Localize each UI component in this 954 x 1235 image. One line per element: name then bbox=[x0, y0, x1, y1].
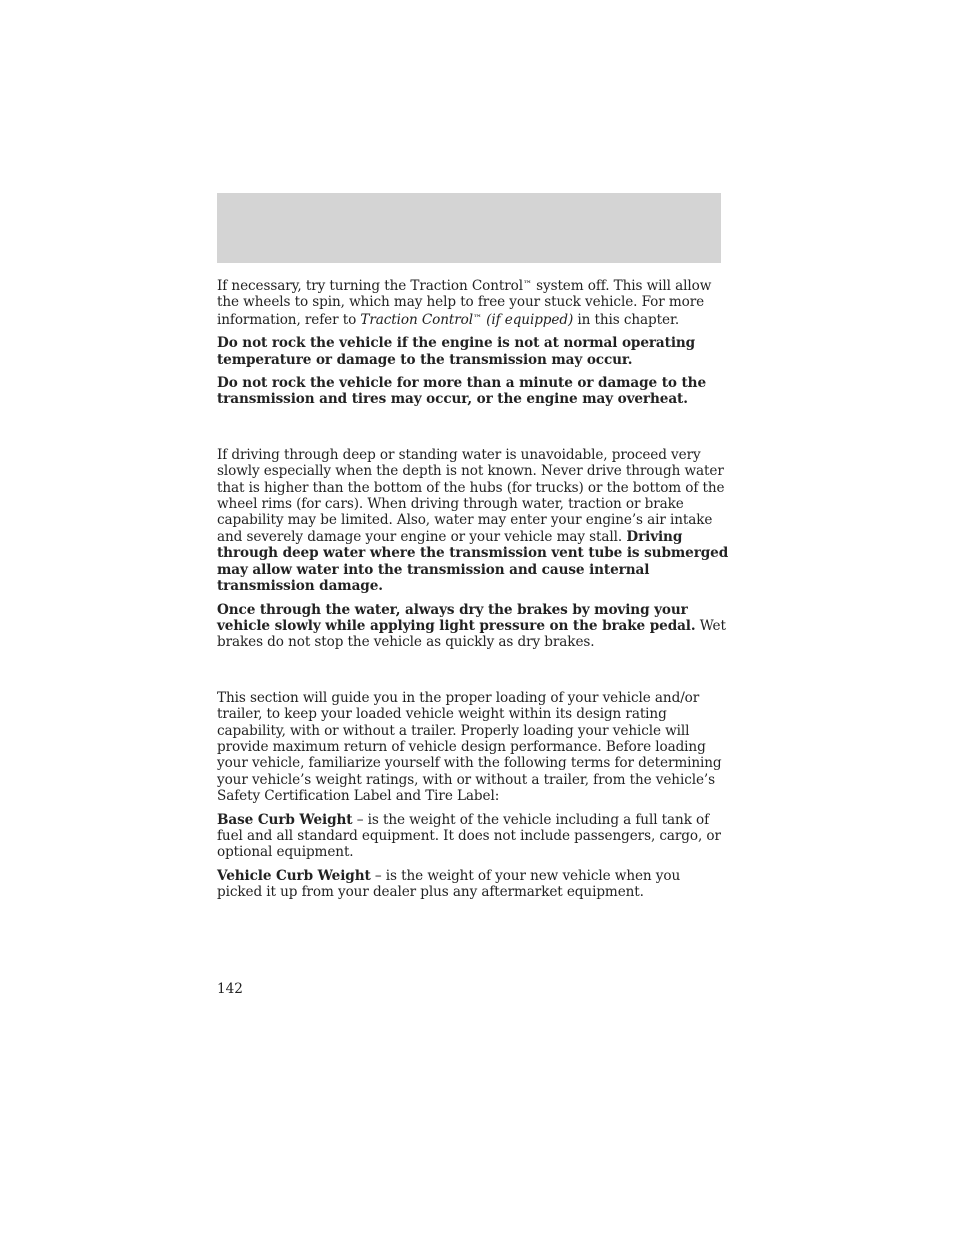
section-header-band bbox=[217, 193, 721, 263]
term-label: Vehicle Curb Weight bbox=[217, 867, 371, 884]
trademark-symbol: ™ bbox=[522, 280, 532, 290]
text-run: Traction Control bbox=[360, 311, 474, 328]
page-number: 142 bbox=[217, 981, 243, 997]
traction-control-paragraph bbox=[217, 277, 729, 328]
dry-brakes-paragraph bbox=[217, 602, 729, 651]
term-label: Base Curb Weight bbox=[217, 811, 353, 828]
rocking-warning-temperature bbox=[217, 335, 729, 368]
text-run: in this chapter. bbox=[573, 311, 680, 328]
warning-text: Driving through deep water where the transmission vent tube is submerged may allow water into the transmission and cause internal transmission damage. bbox=[217, 528, 729, 595]
standing-water-paragraph bbox=[217, 447, 729, 595]
cross-reference bbox=[360, 312, 573, 328]
text-run: Wet brakes do not stop the vehicle as quickly as dry brakes. bbox=[217, 617, 726, 651]
warning-text: Do not rock the vehicle if the engine is not at normal operating temperature or damage to the transmission may occur. bbox=[217, 335, 696, 368]
text-run: – is the weight of the vehicle including a full tank of fuel and all standard equipment. It does not include passengers, cargo, or optional equipment. bbox=[217, 811, 721, 861]
section-gap bbox=[217, 415, 729, 447]
text-run: If driving through deep or standing water is unavoidable, proceed very slowly especially when the depth is not known. Never drive through water that is higher than the bottom of the hubs (for trucks) or the bottom of the wheel rims (for cars). When driving through water, traction or brake capability may be limited. Also, water may enter your engine’s air intake and severely damage your engine or your vehicle may stall. bbox=[217, 446, 725, 545]
section-gap bbox=[217, 658, 729, 690]
base-curb-weight-definition bbox=[217, 812, 729, 861]
warning-text: Do not rock the vehicle for more than a minute or damage to the transmission and tires may occur, or the engine may overheat. bbox=[217, 375, 707, 408]
text-run: If necessary, try turning the Traction Control bbox=[217, 278, 523, 294]
page-content bbox=[217, 277, 729, 908]
rocking-warning-duration bbox=[217, 375, 729, 408]
text-run: (if equipped) bbox=[481, 311, 574, 328]
text-run: – is the weight of your new vehicle when you picked it up from your dealer plus any aftermarket equipment. bbox=[217, 867, 681, 901]
warning-text: Once through the water, always dry the brakes by moving your vehicle slowly while applying light pressure on the brake pedal. bbox=[217, 601, 696, 634]
text-run: system off. This will allow the wheels to spin, which may help to free your stuck vehicle. For more information, refer to bbox=[217, 278, 712, 328]
trademark-symbol: ™ bbox=[473, 313, 482, 324]
loading-intro-paragraph: This section will guide you in the proper loading of your vehicle and/or trailer, to keep your loaded vehicle weight within its design rating capability, with or without a trailer. Properly loading your vehicle will provide maximum return of vehicle design performance. Before loading your vehicle, familiarize yourself with the following terms for determining your vehicle’s weight ratings, with or without a trailer, from the vehicle’s Safety Certification Label and Tire Label: bbox=[217, 689, 722, 805]
vehicle-curb-weight-definition bbox=[217, 868, 729, 901]
